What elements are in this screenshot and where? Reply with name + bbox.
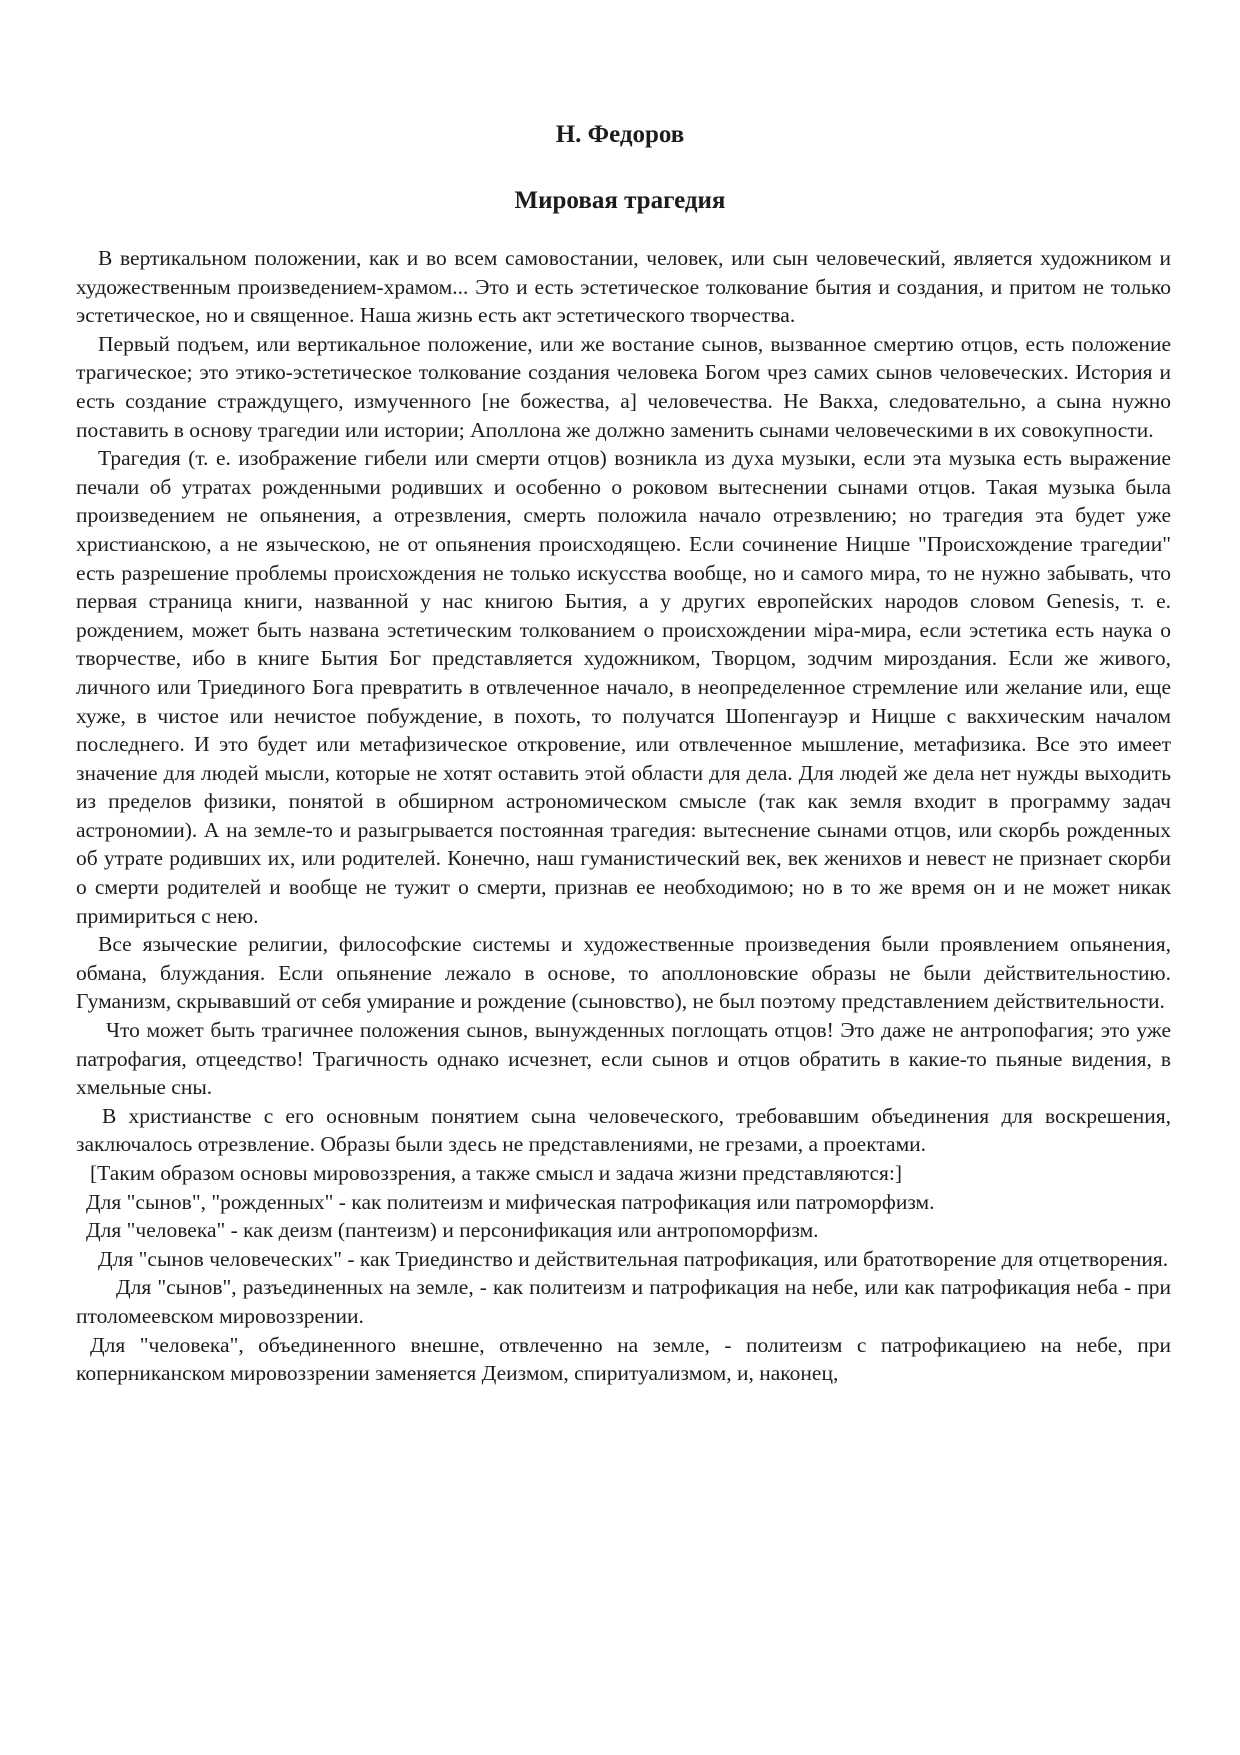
document-title: Мировая трагедия — [514, 187, 726, 214]
paragraph-11: Для "сынов", разъединенных на земле, - как политеизм и патрофикация на небе, или как патрофикация неба - при птоломеевском мировоззрении. — [76, 1275, 1171, 1328]
author-name: Н. Федоров — [555, 121, 685, 148]
paragraph-4: Все языческие религии, философские системы и художественные произведения были проявлением опьянения, обмана, блуждания. Если опьянение лежало в основе, то аполлоновские образы не были действительностию. Гуманизм, скрывавший от себя умирание и рождение (сыновство), не был поэтому представлением действительности. — [76, 932, 1171, 1014]
paragraph-1: В вертикальном положении, как и во всем самовостании, человек, или сын человеческий, является художником и художественным произведением-храмом... Это и есть эстетическое толкование бытия и создания, и притом не только эстетическое, но и священное. Наша жизнь есть акт эстетического творчества. — [76, 246, 1171, 328]
paragraph-7: [Таким образом основы мировоззрения, а также смысл и задача жизни представляются:] — [90, 1161, 903, 1185]
paragraph-10: Для "сынов человеческих" - как Триединство и действительная патрофикация, или братотворение для отцетворения. — [98, 1246, 1169, 1271]
paragraph-6: В христианстве с его основным понятием сына человеческого, требовавшим объединения для воскрешения, заключалось отрезвление. Образы были здесь не представлениями, не грезами, а проектами. — [76, 1103, 1171, 1157]
paragraph-3: Трагедия (т. е. изображение гибели или смерти отцов) возникла из духа музыки, если эта музыка есть выражение печали об утратах рожденными родивших и особенно о роковом вытеснении сынами отцов. Такая музыка была произведением не опьянения, а отрезвления, смерть положила начало отрезвлению; но трагедия эта будет уже христианскою, а не языческою, не от опьянения происходящею. Если сочинение Ницше "Происхождение трагедии" есть разрешение проблемы происхождения не только искусства вообще, но и самого мира, то не нужно забывать, что первая страница книги, названной у нас книгою Бытия, а у других европейских народов словом Genesis, т. е. рождением, может быть названа эстетическим толкованием о происхождении міра-мира, если эстетика есть наука о творчестве, ибо в книге Бытия Бог представляется художником, Творцом, зодчим мироздания. Если же живого, личного или Триединого Бога превратить в отвлеченное начало, в неопределенное стремление или желание или, еще хуже, в чистое или нечистое побуждение, в похоть, то получатся Шопенгауэр и Ницше с вакхическим началом последнего. И это будет или метафизическое откровение, или отвлеченное мышление, метафизика. Все это имеет значение для людей мысли, которые не хотят оставить этой области для дела. Для людей же дела нет нужды выходить из пределов физики, понятой в обширном астрономическом смысле (так как земля входит в программу задач астрономии). А на земле-то и разыгрывается постоянная трагедия: вытеснение сынами отцов, или скорбь рожденных об утрате родивших их, или родителей. Конечно, наш гуманистический век, век женихов и невест не признает скорби о смерти родителей и вообще не тужит о смерти, признав ее необходимою; но в то же время он и не может никак примириться с нею. — [76, 446, 1171, 928]
document-body — [76, 244, 1171, 1388]
paragraph-8: Для "сынов", "рожденных" - как политеизм и мифическая патрофикация или патроморфизм. — [86, 1189, 935, 1214]
paragraph-2: Первый подъем, или вертикальное положение, или же востание сынов, вызванное смертию отцов, есть положение трагическое; это этико-эстетическое толкование создания человека Богом чрез самих сынов человеческих. История и есть создание страждущего, измученного [не божества, а] человечества. Не Вакха, следовательно, а сына нужно поставить в основу трагедии или истории; Аполлона же должно заменить сынами человеческими в их совокупности. — [76, 331, 1171, 442]
paragraph-12: Для "человека", объединенного внешне, отвлеченно на земле, - политеизм с патрофикациею на небе, при коперниканском мировоззрении заменяется Деизмом, спиритуализмом, и, наконец, — [76, 1332, 1171, 1386]
paragraph-9: Для "человека" - как деизм (пантеизм) и персонификация или антропоморфизм. — [86, 1218, 819, 1243]
paragraph-5: Что может быть трагичнее положения сынов, вынужденных поглощать отцов! Это даже не антропофагия; это уже патрофагия, отцеедство! Трагичность однако исчезнет, если сынов и отцов обратить в какие-то пьяные видения, в хмельные сны. — [76, 1018, 1171, 1100]
